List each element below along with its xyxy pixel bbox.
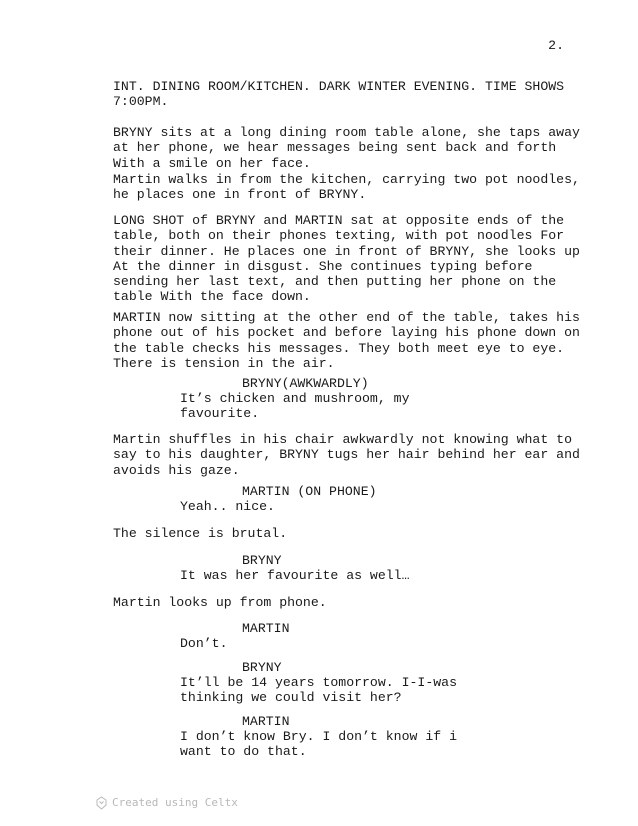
character-name: MARTIN (242, 621, 290, 636)
action-paragraph: Martin walks in from the kitchen, carrying two pot noodles, he places one in front of BRYNY. (113, 172, 588, 203)
celtx-footer (96, 795, 238, 810)
action-paragraph: LONG SHOT of BRYNY and MARTIN sat at opposite ends of the table, both on their phones texting, with pot noodles For their dinner. He places one in front of BRYNY, she looks up At the dinner in disgust. She continues typing before sending her last text, and then putting her phone on the table With the face down. (113, 213, 588, 305)
dialogue-line: It was her favourite as well… (180, 568, 410, 583)
dialogue-line: I don’t know Bry. I don’t know if i want to do that. (180, 729, 465, 760)
character-name: BRYNY (242, 660, 282, 675)
action-paragraph: The silence is brutal. (113, 526, 288, 541)
footer-text: Created using Celtx (112, 796, 238, 809)
action-paragraph: MARTIN now sitting at the other end of the table, takes his phone out of his pocket and before laying his phone down on the table checks his messages. They both meet eye to eye. There is tension in the air. (113, 310, 588, 371)
character-name: BRYNY(AWKWARDLY) (242, 376, 369, 391)
celtx-logo-icon (96, 796, 107, 810)
dialogue-line: It’ll be 14 years tomorrow. I-I-was thinking we could visit her? (180, 675, 465, 706)
action-paragraph: BRYNY sits at a long dining room table alone, she taps away at her phone, we hear messages being sent back and forth With a smile on her face. (113, 125, 588, 171)
page-number: 2. (548, 38, 564, 53)
action-paragraph: Martin shuffles in his chair awkwardly not knowing what to say to his daughter, BRYNY tugs her hair behind her ear and avoids his gaze. (113, 432, 588, 478)
dialogue-line: Yeah.. nice. (180, 499, 275, 514)
dialogue-line: Don’t. (180, 636, 228, 651)
scene-heading: INT. DINING ROOM/KITCHEN. DARK WINTER EVENING. TIME SHOWS 7:00PM. (113, 79, 573, 110)
character-name: MARTIN (242, 714, 290, 729)
action-paragraph: Martin looks up from phone. (113, 595, 327, 610)
character-name: MARTIN (ON PHONE) (242, 484, 377, 499)
dialogue-line: It’s chicken and mushroom, my favourite. (180, 391, 418, 422)
character-name: BRYNY (242, 553, 282, 568)
